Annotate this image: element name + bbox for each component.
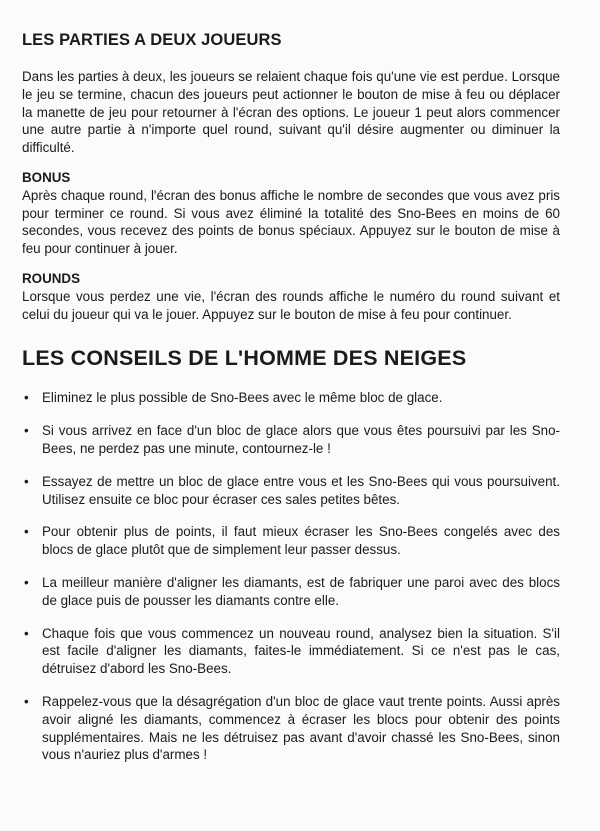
tips-list <box>22 389 560 764</box>
bullet-icon: • <box>24 473 29 489</box>
bullet-icon: • <box>24 524 29 540</box>
tip-text: Pour obtenir plus de points, il faut mieux écraser les Sno-Bees congelés avec des blocs de glace plutôt que de simplement leur passer dessus. <box>42 524 560 558</box>
tip-text: Si vous arrivez en face d'un bloc de glace alors que vous êtes poursuivi par les Sno-Bees, ne perdez pas une minute, contournez-le ! <box>42 423 560 456</box>
tip-text: Eliminez le plus possible de Sno-Bees avec le même bloc de glace. <box>42 390 443 406</box>
bonus-paragraph: Après chaque round, l'écran des bonus affiche le nombre de secondes que vous avez pris pour terminer ce round. Si vous avez éliminé la totalité des Sno-Bees en moins de 60 secondes, vous recevez des points de bonus spéciaux. Appuyez sur le bouton de mise à feu pour continuer à jouer. <box>22 187 560 257</box>
two-player-title: LES PARTIES A DEUX JOUEURS <box>22 31 282 49</box>
tip-item <box>22 389 560 407</box>
tip-item <box>22 523 560 559</box>
tip-text: Rappelez-vous que la désagrégation d'un bloc de glace vaut trente points. Aussi après avoir aligné les diamants, commencez à écraser les blocs pour obtenir des points supplémentaires. Mais ne les détruisez pas avant d'avoir chassé les Sno-Bees, sinon vous n'auriez plus d'armes ! <box>42 693 560 763</box>
tips-title: LES CONSEILS DE L'HOMME DES NEIGES <box>22 346 467 371</box>
bullet-icon: • <box>24 423 29 439</box>
bullet-icon: • <box>24 390 29 406</box>
tip-item <box>22 625 560 678</box>
tip-text: Chaque fois que vous commencez un nouveau round, analysez bien la situation. S'il est facile d'aligner les diamants, faites-le immédiatement. Si ce n'est pas le cas, détruisez d'abord les Sno-Bees. <box>42 625 560 677</box>
bullet-icon: • <box>24 625 29 641</box>
bullet-icon: • <box>24 693 29 709</box>
rounds-paragraph: Lorsque vous perdez une vie, l'écran des rounds affiche le numéro du round suivant et celui du joueur qui va le jouer. Appuyez sur le bouton de mise à feu pour continuer. <box>22 288 560 322</box>
bonus-heading: BONUS <box>22 169 71 185</box>
bullet-icon: • <box>24 574 29 590</box>
tip-text: La meilleur manière d'aligner les diamants, est de fabriquer une paroi avec des blocs de glace puis de pousser les diamants contre elle. <box>42 574 560 608</box>
tip-item <box>22 473 560 509</box>
two-player-paragraph: Dans les parties à deux, les joueurs se relaient chaque fois qu'une vie est perdue. Lorsque le jeu se termine, chacun des joueurs peut actionner le bouton de mise à feu ou déplacer la manette de jeu pour retourner à l'écran des options. Le joueur 1 peut alors commencer une autre partie à n'importe quel round, suivant qu'il désire augmenter ou diminuer la difficulté. <box>22 69 560 156</box>
tip-text: Essayez de mettre un bloc de glace entre vous et les Sno-Bees qui vous poursuivent. Utilisez ensuite ce bloc pour écraser ces sales petites bêtes. <box>42 473 560 507</box>
tip-item <box>22 693 560 764</box>
tip-item <box>22 422 560 458</box>
tip-item <box>22 574 560 610</box>
rounds-heading: ROUNDS <box>22 270 81 286</box>
